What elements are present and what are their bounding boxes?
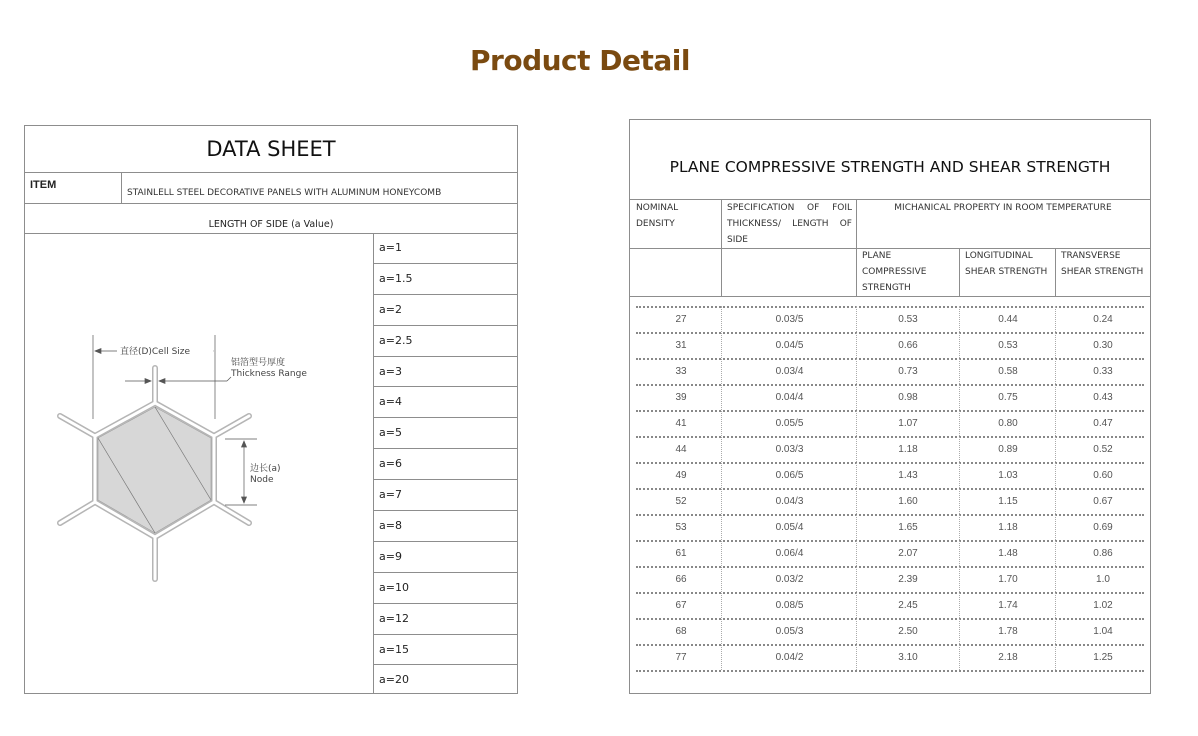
table-cell: 0.98 (898, 392, 918, 403)
table-cell: 67 (675, 600, 687, 611)
row-separator (636, 306, 1144, 308)
side-length-value: a=9 (374, 542, 518, 573)
side-length-values (374, 233, 518, 696)
row-separator (636, 618, 1144, 620)
table-cell: 0.43 (1093, 392, 1113, 403)
table-cell: 1.25 (1093, 652, 1113, 663)
table-cell: 49 (675, 470, 687, 481)
table-cell: 2.07 (898, 548, 918, 559)
table-cell: 1.18 (898, 444, 918, 455)
header-nominal-density: NOMINAL DENSITY (636, 203, 679, 229)
table-cell: 0.44 (998, 314, 1018, 325)
table-cell: 1.0 (1096, 574, 1110, 585)
table-cell: 0.58 (998, 366, 1018, 377)
length-of-side-header: LENGTH OF SIDE (a Value) (25, 203, 517, 234)
table-cell: 0.04/5 (775, 340, 804, 351)
table-cell: 0.08/5 (775, 600, 804, 611)
table-cell: 0.24 (1093, 314, 1113, 325)
table-cell: 1.43 (898, 470, 918, 481)
table-cell: 41 (675, 418, 687, 429)
honeycomb-diagram (25, 233, 374, 694)
table-cell: 0.05/4 (775, 522, 804, 533)
side-length-value: a=8 (374, 511, 518, 542)
thickness-cn-label: 铝箔型号厚度 (231, 358, 286, 368)
item-label: ITEM (25, 172, 122, 203)
table-cell: 2.18 (998, 652, 1018, 663)
page-title: Product Detail (470, 44, 690, 77)
row-separator (636, 332, 1144, 334)
row-separator (636, 384, 1144, 386)
table-cell: 66 (675, 574, 687, 585)
side-length-value: a=2 (374, 295, 518, 326)
table-cell: 1.74 (998, 600, 1018, 611)
table-cell: 3.10 (898, 652, 918, 663)
side-length-value: a=1 (374, 233, 518, 264)
row-separator (636, 462, 1144, 464)
table-cell: 1.48 (998, 548, 1018, 559)
side-length-value: a=7 (374, 480, 518, 511)
table-cell: 0.33 (1093, 366, 1113, 377)
table-cell: 0.80 (998, 418, 1018, 429)
column-separator (959, 306, 960, 670)
table-cell: 0.06/5 (775, 470, 804, 481)
node-en-label: Node (250, 475, 274, 485)
row-separator (636, 358, 1144, 360)
side-length-value: a=1.5 (374, 264, 518, 295)
table-cell: 0.75 (998, 392, 1018, 403)
table-cell: 1.65 (898, 522, 918, 533)
header-longitudinal-shear: LONGITUDINAL SHEAR STRENGTH (965, 251, 1048, 277)
data-sheet (24, 125, 518, 694)
column-separator (1055, 306, 1056, 670)
table-cell: 0.69 (1093, 522, 1113, 533)
table-cell: 1.07 (898, 418, 918, 429)
table-cell: 61 (675, 548, 687, 559)
side-length-value: a=5 (374, 418, 518, 449)
table-cell: 0.66 (898, 340, 918, 351)
table-cell: 0.04/3 (775, 496, 804, 507)
header-transverse-shear: TRANSVERSE SHEAR STRENGTH (1061, 251, 1144, 277)
table-cell: 2.45 (898, 600, 918, 611)
table-cell: 0.89 (998, 444, 1018, 455)
table-cell: 0.05/3 (775, 626, 804, 637)
table-cell: 1.04 (1093, 626, 1113, 637)
table-cell: 1.78 (998, 626, 1018, 637)
header-plane-compressive: PLANE COMPRESSIVE STRENGTH (862, 251, 927, 293)
side-length-value: a=6 (374, 449, 518, 480)
row-separator (636, 592, 1144, 594)
column-separator (856, 306, 857, 670)
table-cell: 0.86 (1093, 548, 1113, 559)
row-separator (636, 436, 1144, 438)
table-cell: 0.30 (1093, 340, 1113, 351)
table-cell: 77 (675, 652, 687, 663)
row-separator (636, 540, 1144, 542)
table-cell: 1.03 (998, 470, 1018, 481)
data-sheet-title: DATA SHEET (25, 126, 517, 173)
strength-table-title: PLANE COMPRESSIVE STRENGTH AND SHEAR STRENGTH (630, 120, 1150, 200)
table-cell: 33 (675, 366, 687, 377)
strength-table (629, 119, 1151, 694)
table-cell: 31 (675, 340, 687, 351)
side-length-value: a=10 (374, 573, 518, 604)
row-separator (636, 488, 1144, 490)
table-cell: 0.04/4 (775, 392, 804, 403)
side-length-value: a=4 (374, 387, 518, 418)
table-cell: 1.70 (998, 574, 1018, 585)
table-cell: 1.15 (998, 496, 1018, 507)
table-cell: 53 (675, 522, 687, 533)
item-row (25, 172, 517, 204)
table-cell: 1.60 (898, 496, 918, 507)
table-cell: 0.03/5 (775, 314, 804, 325)
item-value: STAINLELL STEEL DECORATIVE PANELS WITH ALUMINUM HONEYCOMB (127, 188, 442, 198)
table-cell: 2.50 (898, 626, 918, 637)
node-cn-label: 边长(a) (250, 464, 281, 474)
table-cell: 0.47 (1093, 418, 1113, 429)
header-specification: SPECIFICATION OF FOIL THICKNESS/ LENGTH OF SIDE (727, 203, 852, 245)
row-separator (636, 514, 1144, 516)
table-cell: 1.18 (998, 522, 1018, 533)
row-separator (636, 670, 1144, 672)
table-cell: 0.03/4 (775, 366, 804, 377)
table-cell: 0.60 (1093, 470, 1113, 481)
table-cell: 68 (675, 626, 687, 637)
row-separator (636, 566, 1144, 568)
table-cell: 0.53 (898, 314, 918, 325)
side-length-value: a=3 (374, 357, 518, 388)
table-cell: 0.06/4 (775, 548, 804, 559)
table-cell: 0.73 (898, 366, 918, 377)
side-length-value: a=12 (374, 604, 518, 635)
row-separator (636, 644, 1144, 646)
table-cell: 0.04/2 (775, 652, 804, 663)
table-cell: 0.05/5 (775, 418, 804, 429)
table-cell: 44 (675, 444, 687, 455)
table-cell: 0.52 (1093, 444, 1113, 455)
table-cell: 0.53 (998, 340, 1018, 351)
table-cell: 0.03/2 (775, 574, 804, 585)
side-length-value: a=15 (374, 635, 518, 666)
table-cell: 27 (675, 314, 687, 325)
side-length-value: a=2.5 (374, 326, 518, 357)
table-cell: 1.02 (1093, 600, 1113, 611)
column-separator (721, 306, 722, 670)
row-separator (636, 410, 1144, 412)
table-cell: 2.39 (898, 574, 918, 585)
honeycomb-cell-diagram (25, 233, 374, 694)
header-mechanical-property: MICHANICAL PROPERTY IN ROOM TEMPERATURE (894, 203, 1112, 213)
side-length-value: a=20 (379, 673, 409, 687)
table-cell: 0.67 (1093, 496, 1113, 507)
table-cell: 52 (675, 496, 687, 507)
table-cell: 39 (675, 392, 687, 403)
cell-size-label: 直径(D)Cell Size (119, 347, 191, 357)
table-cell: 0.03/3 (775, 444, 804, 455)
thickness-en-label: Thickness Range (231, 369, 307, 379)
